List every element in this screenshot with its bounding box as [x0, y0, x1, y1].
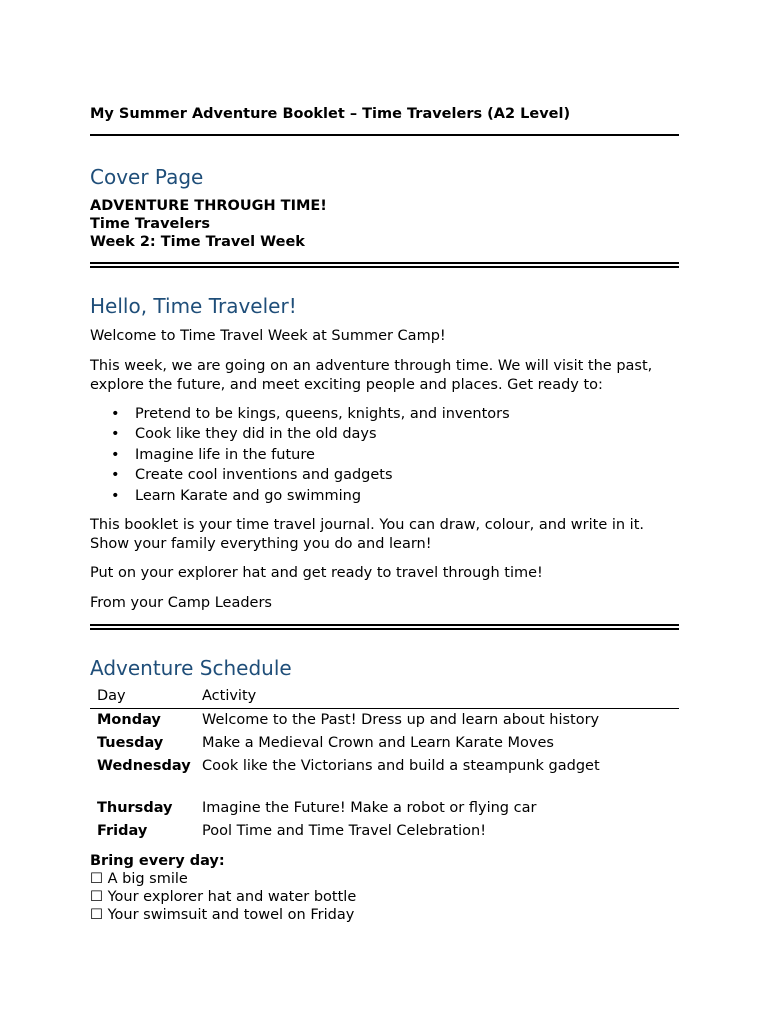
list-item-text: Cook like they did in the old days: [135, 426, 377, 443]
list-item: [90, 404, 679, 424]
list-item-text: Create cool inventions and gadgets: [135, 467, 393, 484]
explorer-paragraph: Put on your explorer hat and get ready to travel through time!: [90, 564, 543, 581]
journal-paragraph: This booklet is your time travel journal. You can draw, colour, and write in it. Show your family everything you do and learn!: [90, 516, 644, 552]
cover-heading: Cover Page: [90, 165, 204, 189]
activity-cell: Pool Time and Time Travel Celebration!: [202, 822, 487, 839]
day-cell: Friday: [97, 822, 148, 839]
hello-heading: Hello, Time Traveler!: [90, 294, 297, 318]
activity-cell: Cook like the Victorians and build a steampunk gadget: [202, 757, 600, 774]
list-item-text: Pretend to be kings, queens, knights, and inventors: [135, 406, 510, 422]
checkbox-icon[interactable]: ☐: [90, 870, 103, 887]
schedule-heading: Adventure Schedule: [90, 655, 292, 680]
list-item: [90, 486, 679, 506]
cover-line: Week 2: Time Travel Week: [90, 234, 305, 250]
bring-item-text: Your swimsuit and towel on Friday: [107, 906, 355, 923]
cover-line: Time Travelers: [90, 216, 210, 232]
bring-item-text: A big smile: [107, 870, 188, 887]
cover-lines: [90, 197, 679, 251]
table-header-row: [90, 686, 679, 709]
day-cell: Monday: [97, 711, 161, 728]
day-cell: Tuesday: [97, 734, 164, 751]
signoff-paragraph: From your Camp Leaders: [90, 594, 272, 611]
section-divider: [90, 262, 679, 268]
bring-item: [90, 906, 679, 924]
section-divider: [90, 624, 679, 630]
bullet-icon: •: [111, 487, 120, 504]
bullet-icon: •: [111, 406, 120, 422]
day-cell: Thursday: [97, 799, 173, 816]
list-item-text: Imagine life in the future: [135, 446, 315, 463]
welcome-paragraph: Welcome to Time Travel Week at Summer Camp!: [90, 328, 446, 344]
table-row: [90, 819, 679, 842]
list-item: [90, 465, 679, 485]
schedule-table: [90, 686, 679, 842]
activity-cell: Imagine the Future! Make a robot or flying car: [202, 799, 537, 816]
intro-paragraph: This week, we are going on an adventure through time. We will visit the past, explore the future, and meet exciting people and places. Get ready to:: [90, 358, 653, 393]
title-divider: [90, 134, 679, 136]
activity-list: [90, 404, 679, 506]
bring-item: [90, 870, 679, 888]
booklet-page: [90, 104, 679, 924]
table-row: [90, 731, 679, 754]
bullet-icon: •: [111, 467, 120, 484]
bring-list-title: Bring every day:: [90, 852, 225, 869]
table-row: [90, 708, 679, 731]
table-row: [90, 754, 679, 796]
list-item-text: Learn Karate and go swimming: [135, 487, 362, 504]
bullet-icon: •: [111, 446, 120, 463]
bullet-icon: •: [111, 426, 120, 443]
bring-item-text: Your explorer hat and water bottle: [107, 888, 357, 905]
checkbox-icon[interactable]: ☐: [90, 906, 103, 923]
list-item: [90, 445, 679, 465]
table-row: [90, 796, 679, 819]
cover-line: ADVENTURE THROUGH TIME!: [90, 198, 327, 214]
list-item: [90, 424, 679, 444]
column-header-activity: Activity: [195, 686, 679, 709]
checkbox-icon[interactable]: ☐: [90, 888, 103, 905]
bring-list: [90, 870, 679, 924]
activity-cell: Welcome to the Past! Dress up and learn about history: [202, 711, 600, 728]
activity-cell: Make a Medieval Crown and Learn Karate Moves: [202, 734, 554, 751]
column-header-day: Day: [90, 686, 195, 709]
day-cell: Wednesday: [97, 757, 191, 774]
bring-item: [90, 888, 679, 906]
document-title: My Summer Adventure Booklet – Time Travelers (A2 Level): [90, 106, 571, 122]
